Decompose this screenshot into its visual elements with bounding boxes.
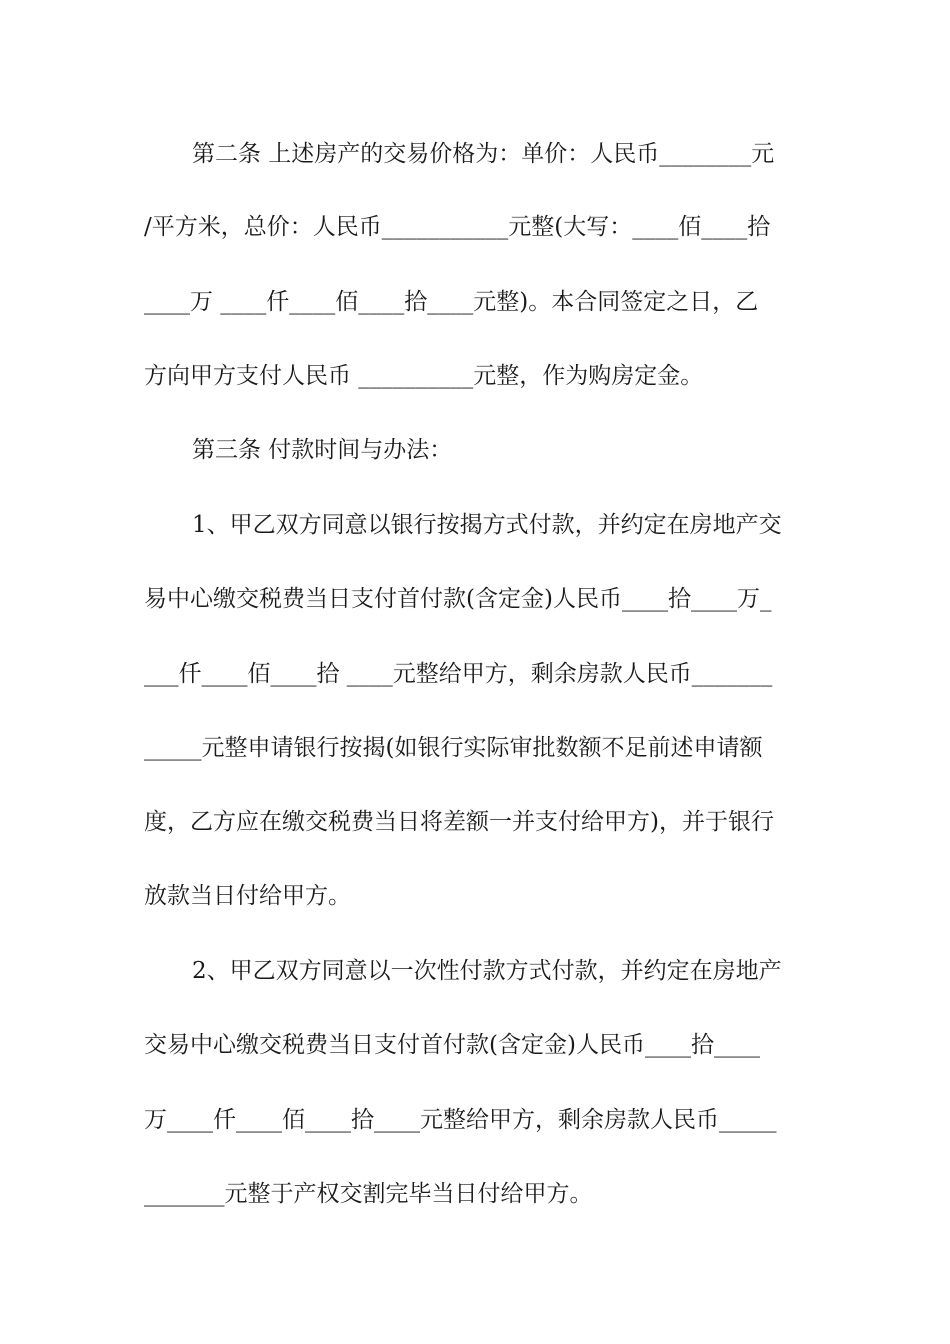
- clause-3-item-2-line-3: 万____仟____佰____拾____元整给甲方，剩余房款人民币_____: [144, 1107, 777, 1133]
- clause-3-item-1-line-4: _____元整申请银行按揭(如银行实际审批数额不足前述申请额: [144, 735, 763, 761]
- clause-2-line-2: /平方米，总价：人民币___________元整(大写：____佰____拾: [144, 214, 771, 240]
- clause-3-item-2-line-1: 2、甲乙双方同意以一次性付款方式付款，并约定在房地产: [192, 958, 782, 984]
- clause-2-line-3: ____万 ____仟____佰____拾____元整)。本合同签定之日，乙: [144, 289, 759, 315]
- clause-3-item-2-line-2: 交易中心缴交税费当日支付首付款(含定金)人民币____拾____: [144, 1032, 760, 1058]
- clause-3-item-2-line-4: _______元整于产权交割完毕当日付给甲方。: [144, 1181, 593, 1207]
- clause-3-heading: 第三条 付款时间与办法：: [192, 437, 453, 463]
- clause-2-line-4: 方向甲方支付人民币 __________元整，作为购房定金。: [144, 363, 704, 389]
- clause-3-item-1-line-6: 放款当日付给甲方。: [144, 883, 351, 909]
- clause-3-item-1-line-2: 易中心缴交税费当日支付首付款(含定金)人民币____拾____万_: [144, 586, 772, 612]
- clause-3-item-1-line-3: ___仟____佰____拾 ____元整给甲方，剩余房款人民币_______: [144, 661, 773, 687]
- clause-2-line-1: 第二条 上述房产的交易价格为：单价：人民币________元: [192, 141, 775, 167]
- clause-3-item-1-line-1: 1、甲乙双方同意以银行按揭方式付款，并约定在房地产交: [192, 512, 782, 538]
- clause-3-item-1-line-5: 度，乙方应在缴交税费当日将差额一并支付给甲方)，并于银行: [144, 809, 774, 835]
